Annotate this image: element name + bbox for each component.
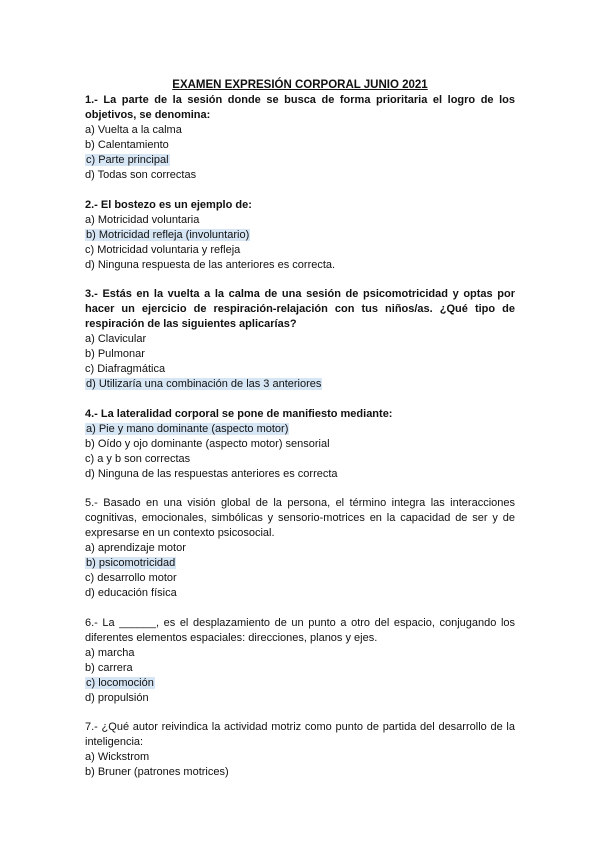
question-block <box>85 407 515 482</box>
question-spacer <box>85 482 515 497</box>
answer-option-label: d) educación física <box>85 587 177 599</box>
answer-option-label: c) Diafragmática <box>85 363 166 375</box>
question-spacer <box>85 601 515 616</box>
answer-option-label: c) locomoción <box>86 676 154 689</box>
answer-option <box>85 362 515 377</box>
page-title: EXAMEN EXPRESIÓN CORPORAL JUNIO 2021 <box>172 79 428 91</box>
answer-option-label: c) Parte principal <box>86 154 169 166</box>
question-text: 6.- La ______, es el desplazamiento de un punto a otro del espacio, conjugando los diferentes elementos espaciales: direcciones, planos y ejes. <box>85 616 515 644</box>
answer-option <box>85 452 515 467</box>
answer-option-label: d) Ninguna de las respuestas anteriores es correcta <box>85 467 338 480</box>
answer-option <box>85 437 515 452</box>
answer-option-label: b) carrera <box>85 661 133 674</box>
question-text: 1.- La parte de la sesión donde se busca de forma prioritaria el logro de los objetivos, se denomina: <box>85 94 515 121</box>
answer-option-label: a) Motricidad voluntaria <box>85 213 200 226</box>
question-spacer <box>85 183 515 198</box>
answer-option-label: c) Motricidad voluntaria y refleja <box>85 243 241 256</box>
answer-option-label: a) Clavicular <box>85 333 147 345</box>
answer-option <box>85 213 515 228</box>
question-spacer <box>85 706 515 721</box>
question-block <box>85 496 515 601</box>
answer-option <box>85 138 515 153</box>
answer-option-highlighted <box>85 228 515 243</box>
answer-option-label: c) a y b son correctas <box>85 452 191 465</box>
question-block <box>85 93 515 183</box>
question-block <box>85 198 515 273</box>
answer-option-highlighted <box>85 377 515 392</box>
answer-option <box>85 750 515 765</box>
answer-option-label: b) Motricidad refleja (involuntario) <box>86 228 250 241</box>
answer-option-label: b) Calentamiento <box>85 139 169 151</box>
answer-option-label: b) psicomotricidad <box>86 557 176 569</box>
answer-option-label: d) Utilizaría una combinación de las 3 anteriores <box>86 378 322 390</box>
answer-option <box>85 332 515 347</box>
answer-option-highlighted <box>85 676 515 691</box>
answer-option-highlighted <box>85 556 515 571</box>
answer-option <box>85 467 515 482</box>
answer-option-label: a) Vuelta a la calma <box>85 124 182 136</box>
answer-option <box>85 123 515 138</box>
answer-option <box>85 258 515 273</box>
question-block <box>85 720 515 780</box>
answer-option-highlighted <box>85 422 515 437</box>
answer-option <box>85 571 515 586</box>
question-block <box>85 616 515 706</box>
answer-option <box>85 661 515 676</box>
answer-option-label: a) Wickstrom <box>85 751 150 763</box>
question-spacer <box>85 273 515 288</box>
answer-option-label: b) Pulmonar <box>85 348 145 360</box>
answer-option-label: d) propulsión <box>85 691 149 704</box>
question-text: 4.- La lateralidad corporal se pone de manifiesto mediante: <box>85 407 393 420</box>
answer-option-label: d) Todas son correctas <box>85 169 197 181</box>
answer-option-label: a) aprendizaje motor <box>85 542 186 554</box>
question-text: 7.- ¿Qué autor reivindica la actividad motriz como punto de partida del desarrollo de la inteligencia: <box>85 721 515 748</box>
answer-option <box>85 586 515 601</box>
question-text: 5.- Basado en una visión global de la persona, el término integra las interacciones cognitivas, emocionales, simbólicas y sensorio-motrices en la capacidad de ser y de expresarse en un contexto psicosocial. <box>85 497 515 539</box>
answer-option <box>85 765 515 780</box>
answer-option-label: a) Pie y mano dominante (aspecto motor) <box>86 422 289 435</box>
answer-option-label: b) Bruner (patrones motrices) <box>85 766 229 778</box>
answer-option <box>85 243 515 258</box>
answer-option <box>85 347 515 362</box>
answer-option-highlighted <box>85 153 515 168</box>
answer-option-label: d) Ninguna respuesta de las anteriores es correcta. <box>85 258 336 271</box>
question-text: 3.- Estás en la vuelta a la calma de una sesión de psicomotricidad y optas por hacer un ejercicio de respiración-relajación con tus niños/as. ¿Qué tipo de respiración de las siguientes aplicarías? <box>85 288 515 330</box>
exam-page <box>85 78 515 780</box>
answer-option-label: a) marcha <box>85 646 135 659</box>
answer-option <box>85 691 515 706</box>
answer-option <box>85 541 515 556</box>
question-spacer <box>85 392 515 407</box>
answer-option <box>85 646 515 661</box>
question-block <box>85 287 515 392</box>
answer-option-label: b) Oído y ojo dominante (aspecto motor) sensorial <box>85 437 330 450</box>
answer-option-label: c) desarrollo motor <box>85 572 177 584</box>
answer-option <box>85 168 515 183</box>
question-list <box>85 93 515 780</box>
question-text: 2.- El bostezo es un ejemplo de: <box>85 198 252 211</box>
